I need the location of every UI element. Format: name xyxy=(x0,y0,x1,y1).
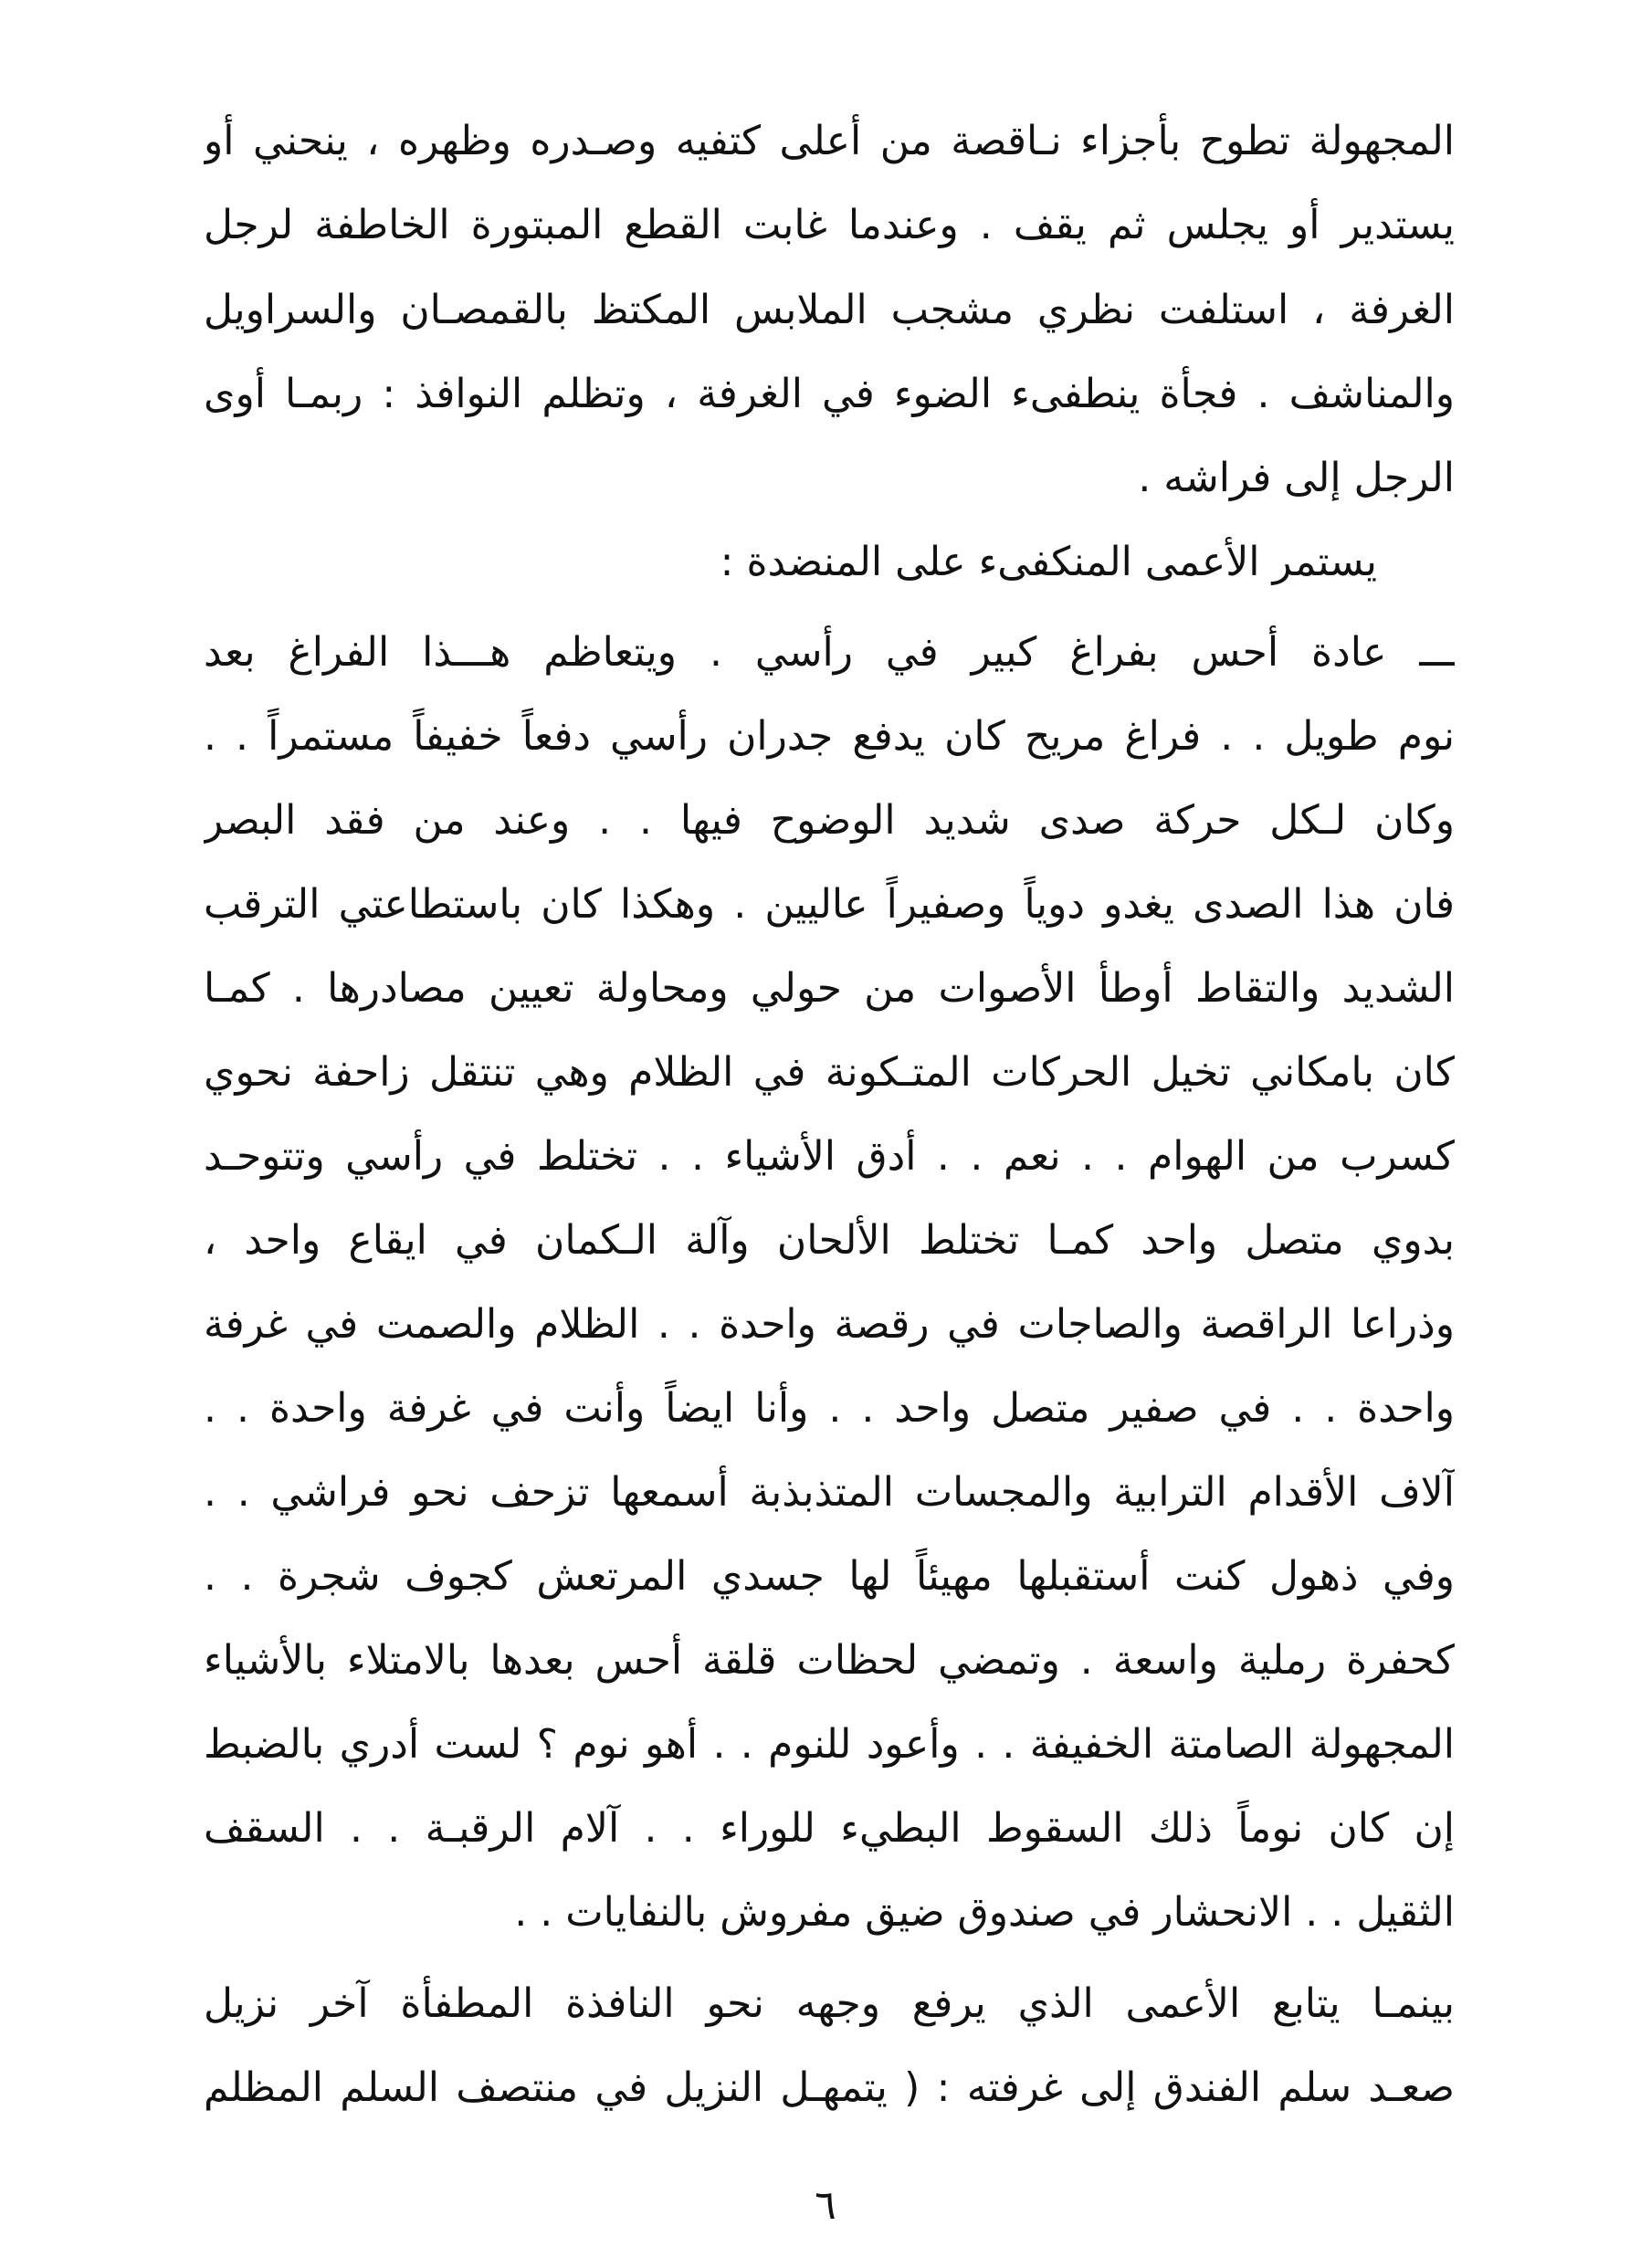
text-line: الثقيل . . الانحشار في صندوق ضيق مفروش بالنفايات . . xyxy=(514,1889,1455,1936)
text-line: نوم طويل . . فراغ مريح كان يدفع جدران رأسي دفعاً خفيفاً مستمراً . . xyxy=(204,713,1455,760)
text-line: بدوي متصل واحد كمـا تختلط الألحان وآلة الـكمان في ايقاع واحد ، xyxy=(204,1217,1455,1264)
text-line: كسرب من الهوام . . نعم . . أدق الأشياء . . تختلط في رأسي وتتوحـد xyxy=(204,1133,1455,1180)
page-number: ٦ xyxy=(815,2182,836,2229)
intro-line: يستمر الأعمى المنكفىء على المنضدة : xyxy=(720,539,1377,585)
text-line: المجهولة الصامتة الخفيفة . . وأعود للنوم . . أهو نوم ؟ لست أدري بالضبط xyxy=(204,1721,1455,1768)
text-line: المجهولة تطوح بأجزاء نـاقصة من أعلى كتفيه وصـدره وظهره ، ينحني أو xyxy=(204,118,1455,164)
text-line: واحدة . . في صفير متصل واحد . . وأنا ايضاً وأنت في غرفة واحدة . . xyxy=(204,1385,1455,1432)
text-line: آلاف الأقدام الترابية والمجسات المتذبذبة أسمعها تزحف نحو فراشي . . xyxy=(204,1469,1455,1516)
text-line: وفي ذهول كنت أستقبلها مهيئاً لها جسدي المرتعش كجوف شجرة . . xyxy=(204,1553,1455,1600)
text-line: وكان لـكل حركة صدى شديد الوضوح فيها . . وعند من فقد البصر xyxy=(204,797,1455,844)
text-line: الغرفة ، استلفت نظري مشجب الملابس المكتظ بالقمصـان والسراويل xyxy=(204,287,1455,333)
text-line: كان بامكاني تخيل الحركات المتـكونة في الظلام وهي تنتقل زاحفة نحوي xyxy=(204,1049,1455,1096)
text-line: والمناشف . فجأة ينطفىء الضوء في الغرفة ، وتظلم النوافذ : ربمـا أوى xyxy=(204,371,1455,417)
text-line: إن كان نوماً ذلك السقوط البطيء للوراء . . آلام الرقبـة . . السقف xyxy=(204,1805,1455,1852)
text-line: وذراعا الراقصة والصاجات في رقصة واحدة . . الظلام والصمت في غرفة xyxy=(204,1301,1455,1348)
text-line: بينمـا يتابع الأعمى الذي يرفع وجهه نحو النافذة المطفأة آخر نزيل xyxy=(204,1980,1455,2027)
text-line: الرجل إلى فراشه . xyxy=(1138,455,1455,501)
text-line: يستدير أو يجلس ثم يقف . وعندما غابت القطع المبتورة الخاطفة لرجل xyxy=(204,202,1455,248)
text-line: الشديد والتقاط أوطأ الأصوات من حولي ومحاولة تعيين مصادرها . كمـا xyxy=(204,965,1455,1012)
text-line: صعـد سلم الفندق إلى غرفته : ( يتمهـل النزيل في منتصف السلم المظلم xyxy=(204,2064,1455,2111)
text-line: فان هذا الصدى يغدو دوياً وصفيراً عاليين . وهكذا كان باستطاعتي الترقب xyxy=(204,881,1455,928)
text-line: كحفرة رملية واسعة . وتمضي لحظات قلقة أحس بعدها بالامتلاء بالأشياء xyxy=(204,1637,1455,1684)
text-line: ـــ عادة أحس بفراغ كبير في رأسي . ويتعاظم هـــذا الفراغ بعد xyxy=(204,629,1455,676)
